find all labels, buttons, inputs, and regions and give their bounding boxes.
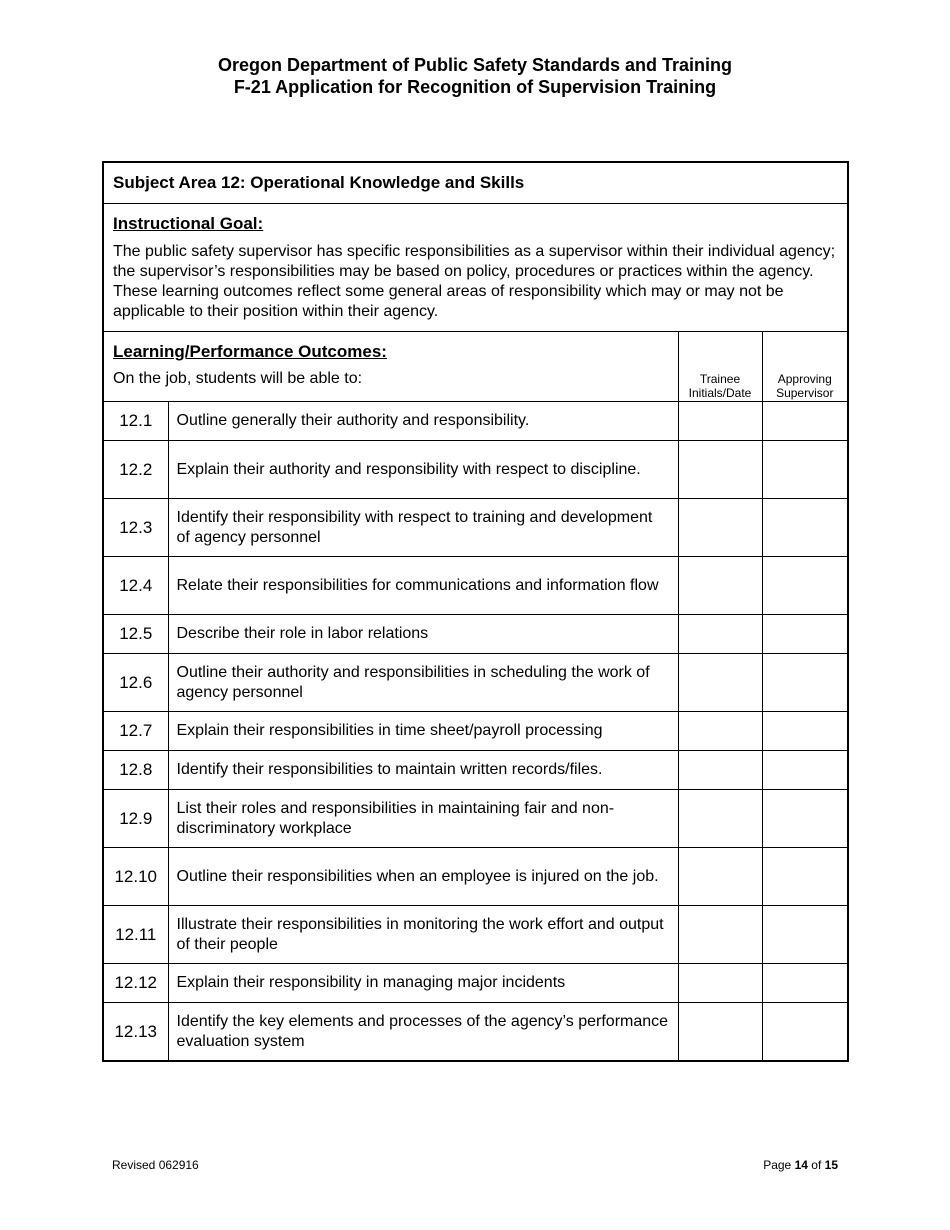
outcome-number: 12.9 <box>103 790 168 848</box>
outcome-text: Outline generally their authority and responsibility. <box>168 402 678 441</box>
trainee-initials-field[interactable] <box>678 751 762 790</box>
outcome-text: Illustrate their responsibilities in monitoring the work effort and output of their people <box>168 906 678 964</box>
document-header <box>0 54 950 98</box>
outcomes-title: Learning/Performance Outcomes: <box>113 342 387 361</box>
trainee-initials-field[interactable] <box>678 615 762 654</box>
outcome-number: 12.7 <box>103 712 168 751</box>
outcome-text: Relate their responsibilities for communications and information flow <box>168 557 678 615</box>
instructional-goal-cell <box>103 204 848 332</box>
page-label: Page <box>763 1158 792 1172</box>
approving-supervisor-field[interactable] <box>762 557 848 615</box>
outcome-number: 12.13 <box>103 1003 168 1062</box>
outcome-row <box>103 712 848 751</box>
outcome-text: Explain their authority and responsibility with respect to discipline. <box>168 441 678 499</box>
approving-supervisor-field[interactable] <box>762 751 848 790</box>
approving-supervisor-field[interactable] <box>762 790 848 848</box>
outcomes-subtitle: On the job, students will be able to: <box>113 370 363 387</box>
approving-supervisor-field[interactable] <box>762 499 848 557</box>
trainee-column-header: Trainee Initials/Date <box>678 332 762 402</box>
outcome-row <box>103 615 848 654</box>
outcome-text: Explain their responsibilities in time sheet/payroll processing <box>168 712 678 751</box>
outcome-row <box>103 441 848 499</box>
trainee-initials-field[interactable] <box>678 906 762 964</box>
outcome-row <box>103 499 848 557</box>
subject-area-heading: Subject Area 12: Operational Knowledge and Skills <box>103 162 848 204</box>
outcome-row <box>103 906 848 964</box>
trainee-initials-field[interactable] <box>678 964 762 1003</box>
outcome-text: Identify the key elements and processes of the agency’s performance evaluation system <box>168 1003 678 1062</box>
outcome-row <box>103 654 848 712</box>
revision-label: Revised 062916 <box>112 1158 199 1172</box>
trainee-initials-field[interactable] <box>678 1003 762 1062</box>
outcome-number: 12.3 <box>103 499 168 557</box>
approving-supervisor-field[interactable] <box>762 615 848 654</box>
outcome-row <box>103 1003 848 1062</box>
approving-supervisor-field[interactable] <box>762 906 848 964</box>
instructional-goal-title: Instructional Goal: <box>113 214 264 233</box>
outcome-text: Identify their responsibilities to maintain written records/files. <box>168 751 678 790</box>
page-total: 15 <box>824 1158 838 1172</box>
instructional-goal-text: The public safety supervisor has specific responsibilities as a supervisor within their individual agency; the supervisor’s responsibilities may be based on policy, procedures or practices within the agency. These learning outcomes reflect some general areas of responsibility which may or may not be applicable to their position within their agency. <box>113 243 836 320</box>
approving-supervisor-field[interactable] <box>762 1003 848 1062</box>
approving-supervisor-field[interactable] <box>762 654 848 712</box>
approving-supervisor-field[interactable] <box>762 848 848 906</box>
outcome-number: 12.8 <box>103 751 168 790</box>
approving-supervisor-field[interactable] <box>762 441 848 499</box>
outcome-text: Describe their role in labor relations <box>168 615 678 654</box>
trainee-initials-field[interactable] <box>678 848 762 906</box>
approving-supervisor-field[interactable] <box>762 964 848 1003</box>
trainee-initials-field[interactable] <box>678 402 762 441</box>
outcome-row <box>103 557 848 615</box>
trainee-initials-field[interactable] <box>678 441 762 499</box>
page-of: of <box>811 1158 822 1172</box>
page-current: 14 <box>794 1158 808 1172</box>
outcomes-header-cell <box>103 332 678 402</box>
outcome-number: 12.5 <box>103 615 168 654</box>
trainee-initials-field[interactable] <box>678 790 762 848</box>
page-number <box>763 1158 838 1172</box>
outcome-number: 12.1 <box>103 402 168 441</box>
outcome-number: 12.11 <box>103 906 168 964</box>
trainee-initials-field[interactable] <box>678 557 762 615</box>
form-title: F-21 Application for Recognition of Supervision Training <box>233 77 717 97</box>
outcome-number: 12.10 <box>103 848 168 906</box>
agency-title: Oregon Department of Public Safety Standards and Training <box>217 55 733 75</box>
outcome-text: List their roles and responsibilities in maintaining fair and non-discriminatory workplace <box>168 790 678 848</box>
outcome-row <box>103 964 848 1003</box>
trainee-initials-field[interactable] <box>678 654 762 712</box>
outcome-number: 12.12 <box>103 964 168 1003</box>
outcome-row <box>103 402 848 441</box>
outcome-row <box>103 790 848 848</box>
trainee-initials-field[interactable] <box>678 712 762 751</box>
outcome-row <box>103 848 848 906</box>
outcome-number: 12.4 <box>103 557 168 615</box>
outcome-row <box>103 751 848 790</box>
outcome-text: Outline their responsibilities when an employee is injured on the job. <box>168 848 678 906</box>
outcome-number: 12.2 <box>103 441 168 499</box>
subject-area-table <box>102 161 849 1062</box>
approving-supervisor-field[interactable] <box>762 712 848 751</box>
trainee-initials-field[interactable] <box>678 499 762 557</box>
outcome-text: Outline their authority and responsibilities in scheduling the work of agency personnel <box>168 654 678 712</box>
outcome-text: Identify their responsibility with respect to training and development of agency personnel <box>168 499 678 557</box>
outcome-number: 12.6 <box>103 654 168 712</box>
approving-supervisor-field[interactable] <box>762 402 848 441</box>
outcome-text: Explain their responsibility in managing major incidents <box>168 964 678 1003</box>
approving-column-header: Approving Supervisor <box>762 332 848 402</box>
